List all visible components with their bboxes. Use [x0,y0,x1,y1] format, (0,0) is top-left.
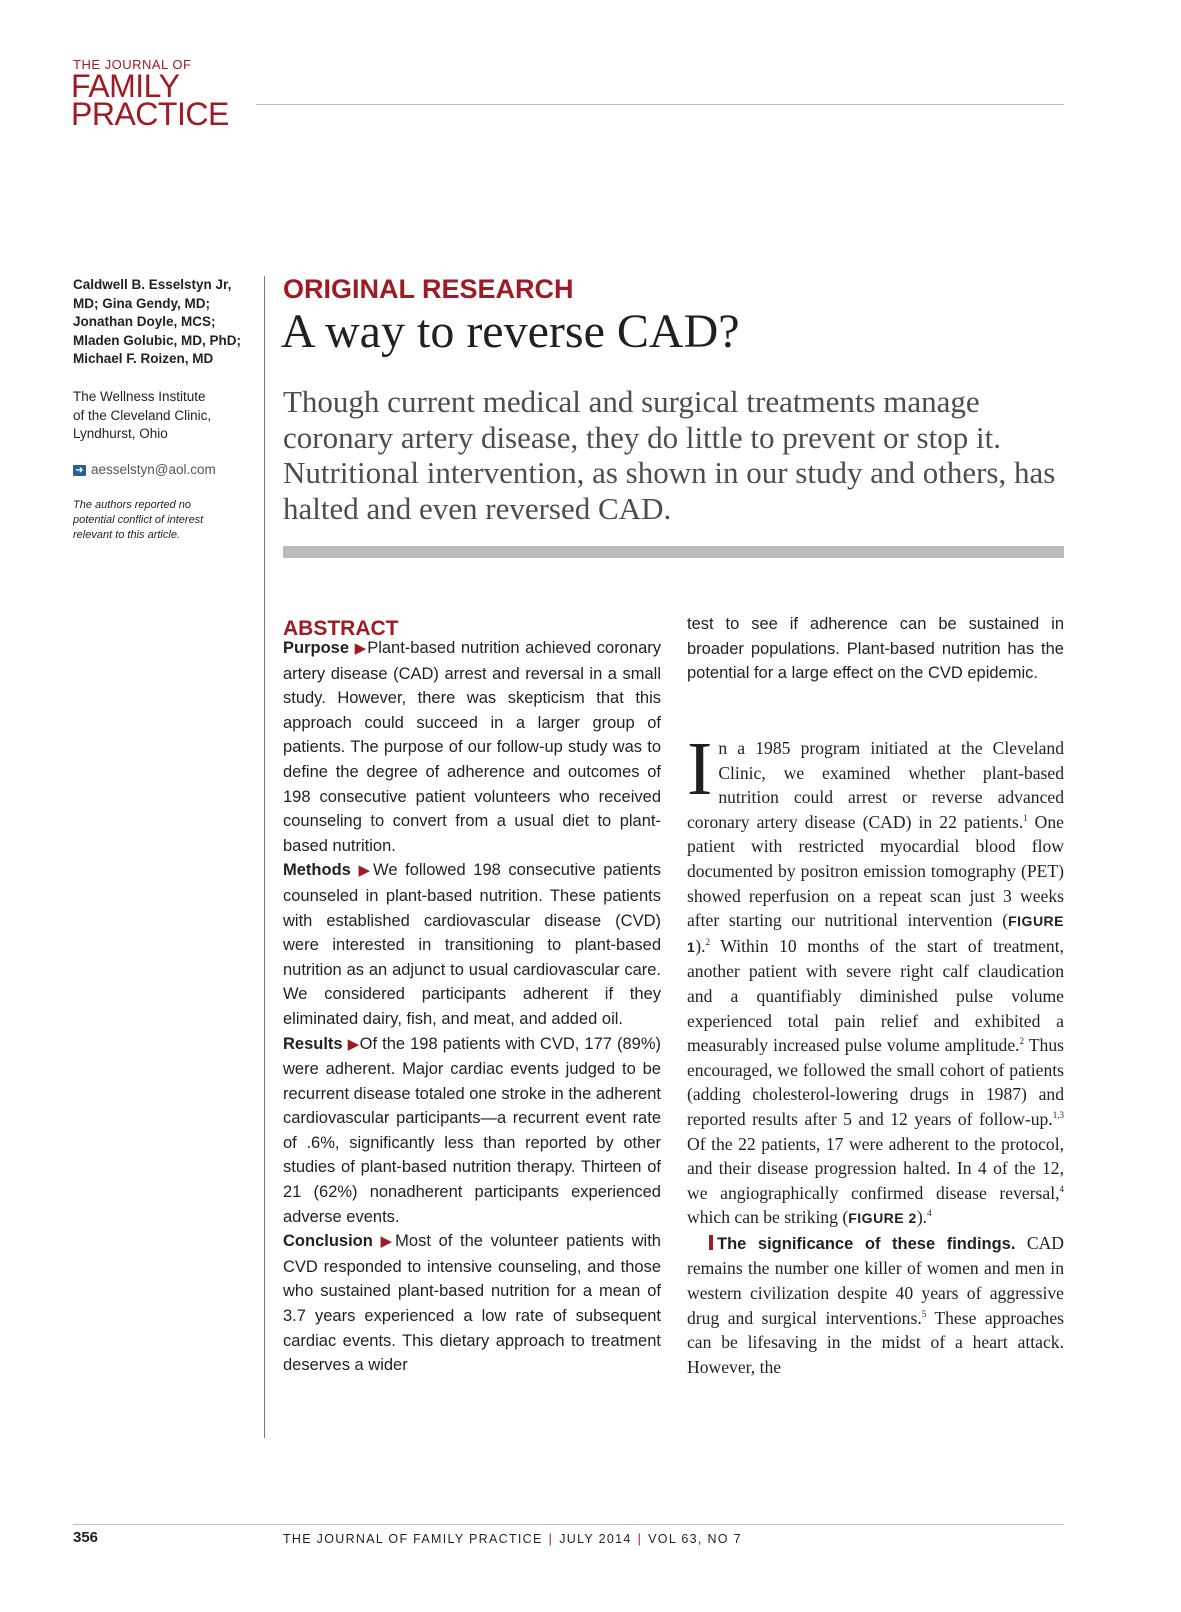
body-text: Of the 22 patients, 17 were adherent to the protocol, and their disease progression halted. In 4 of the 12, we angiographically confirmed disease reversal, [687,1133,1064,1203]
body-text: CAD remains the number one killer of women and men in western civilization despite 40 years of aggressive drug and surgical interventions. [687,1232,1064,1328]
conclusion-text: Most of the volunteer patients with CVD responded to intensive counseling, and those who sustained plant-based nutrition for a mean of 3.7 years experienced a low rate of subsequent cardiac events. This dietary approach to treatment deserves a wider [283,1232,661,1375]
email-arrow-icon: ➜ [73,465,86,476]
running-footer [283,1532,742,1546]
arrow-icon: ▶ [358,862,374,880]
footer-volume: VOL 63, NO 7 [648,1532,742,1546]
body-paragraph [687,727,1064,1231]
abstract-body [283,636,661,1378]
figure-2-reference[interactable]: FIGURE 2 [848,1210,917,1227]
purpose-text: Plant-based nutrition achieved coronary artery disease (CAD) arrest and reversal in a small study. However, there was skepticism that this approach could succeed in a larger group of patients. The purpose of our follow-up study was to define the degree of adherence and outcomes of 198 consecutive patient volunteers who received counseling to convert from a usual diet to plant-based nutrition. [283,639,661,855]
citation: 4 [1059,1183,1064,1194]
masthead-family: FAMILY [71,68,180,104]
drop-cap: I [687,727,713,811]
abstract-purpose [283,636,661,858]
body-text: Thus encouraged, we followed the small cohort of patients (adding cholesterol-lowering drugs in 1987) and reported results after 5 and 12 years of follow-up. [687,1035,1064,1129]
results-text: Of the 198 patients with CVD, 177 (89%) were adherent. Major cardiac events judged to be recurrent disease totaled one stroke in the adherent cardiovascular participants—a recurrent event rate of .6%, significantly less than reported by other studies of plant-based nutrition therapy. Thirteen of 21 (62%) nonadherent participants experienced adverse events. [283,1034,661,1226]
page-number: 356 [73,1529,99,1546]
body-text: ). [916,1207,928,1228]
citation: 2 [1019,1036,1025,1047]
article-deck: Though current medical and surgical treatments manage coronary artery disease, they do little to prevent or stop it. Nutritional intervention, as shown in our study and others, has halted and even reversed CAD. [283,384,1056,526]
methods-label: Methods [283,861,351,880]
purpose-label: Purpose [283,639,350,657]
affiliation-line: of the Cleveland Clinic, [73,407,212,423]
abstract-methods [283,858,661,1031]
article-body [687,727,1064,1379]
arrow-icon: ▶ [354,640,368,657]
body-text: Within 10 months of the start of treatment, another patient with severe right calf claudication and a quantifiably diminished pulse volume experienced total pain relief and exhibited a measurably increased pulse volume amplitude. [687,935,1064,1056]
conclusion-label: Conclusion [283,1232,373,1251]
abstract-heading: ABSTRACT [283,617,399,640]
abstract-results [283,1032,661,1230]
footer-separator: | [548,1532,554,1546]
footer-journal: THE JOURNAL OF FAMILY PRACTICE [283,1532,543,1546]
citation: 5 [921,1308,927,1319]
affiliation-line: Lyndhurst, Ohio [73,426,168,442]
body-text: which can be striking ( [687,1207,849,1228]
masthead-rule [256,104,1064,105]
citation: 2 [705,936,711,947]
subhead: The significance of these findings. [717,1234,1016,1253]
footer-rule [73,1524,1064,1525]
conflict-statement: The authors reported no potential conflict of interest relevant to this article. [73,499,204,541]
affiliation [73,388,251,444]
body-text: These approaches can be lifesaving in the midst of a heart attack. However, the [687,1307,1064,1377]
author-list: Caldwell B. Esselstyn Jr, MD; Gina Gendy, MD; Jonathan Doyle, MCS; Mladen Golubic, MD, PhD; Michael F. Roizen, MD [73,277,241,367]
sidebar-divider [264,276,265,1438]
body-paragraph [687,1231,1064,1380]
body-text: ). [695,935,706,956]
masthead-practice: PRACTICE [71,96,229,132]
footer-separator: | [637,1532,643,1546]
citation: 1 [1023,812,1028,823]
footer-date: JULY 2014 [559,1532,632,1546]
author-email[interactable] [73,461,251,480]
methods-text: We followed 198 consecutive patients counseled in plant-based nutrition. These patients with established cardiovascular disease (CVD) were interested in transitioning to plant-based nutrition as an adjunct to usual cardiovascular care. We considered participants adherent if they eliminated dairy, fish, and meat, and added oil. [283,861,661,1028]
citation: 1,3 [1052,1110,1064,1121]
header-divider-bar [283,546,1064,558]
citation: 4 [927,1208,932,1219]
body-text: n a 1985 program initiated at the Cleveland Clinic, we examined whether plant-based nutrition could arrest or reverse advanced coronary artery disease (CAD) in 22 patients. [687,738,1064,832]
arrow-icon: ▶ [347,1035,360,1053]
email-address[interactable]: aesselstyn@aol.com [91,462,216,477]
affiliation-line: The Wellness Institute [73,389,206,404]
results-label: Results [283,1034,343,1053]
abstract-conclusion [283,1229,661,1378]
body-text: One patient with restricted myocardial blood flow documented by positron emission tomography (PET) showed reperfusion on a repeat scan just 3 weeks after starting our nutritional intervention ( [687,811,1064,931]
abstract-conclusion-continued: test to see if adherence can be sustained in broader populations. Plant-based nutrition has the potential for a large effect on the CVD epidemic. [687,615,1064,683]
article-title: A way to reverse CAD? [281,305,740,358]
subhead-marker [709,1235,713,1250]
section-label: ORIGINAL RESEARCH [283,274,574,304]
masthead-kicker: THE JOURNAL OF [73,57,192,72]
figure-1-reference[interactable]: FIGURE 1 [687,913,1064,955]
arrow-icon: ▶ [380,1233,396,1251]
